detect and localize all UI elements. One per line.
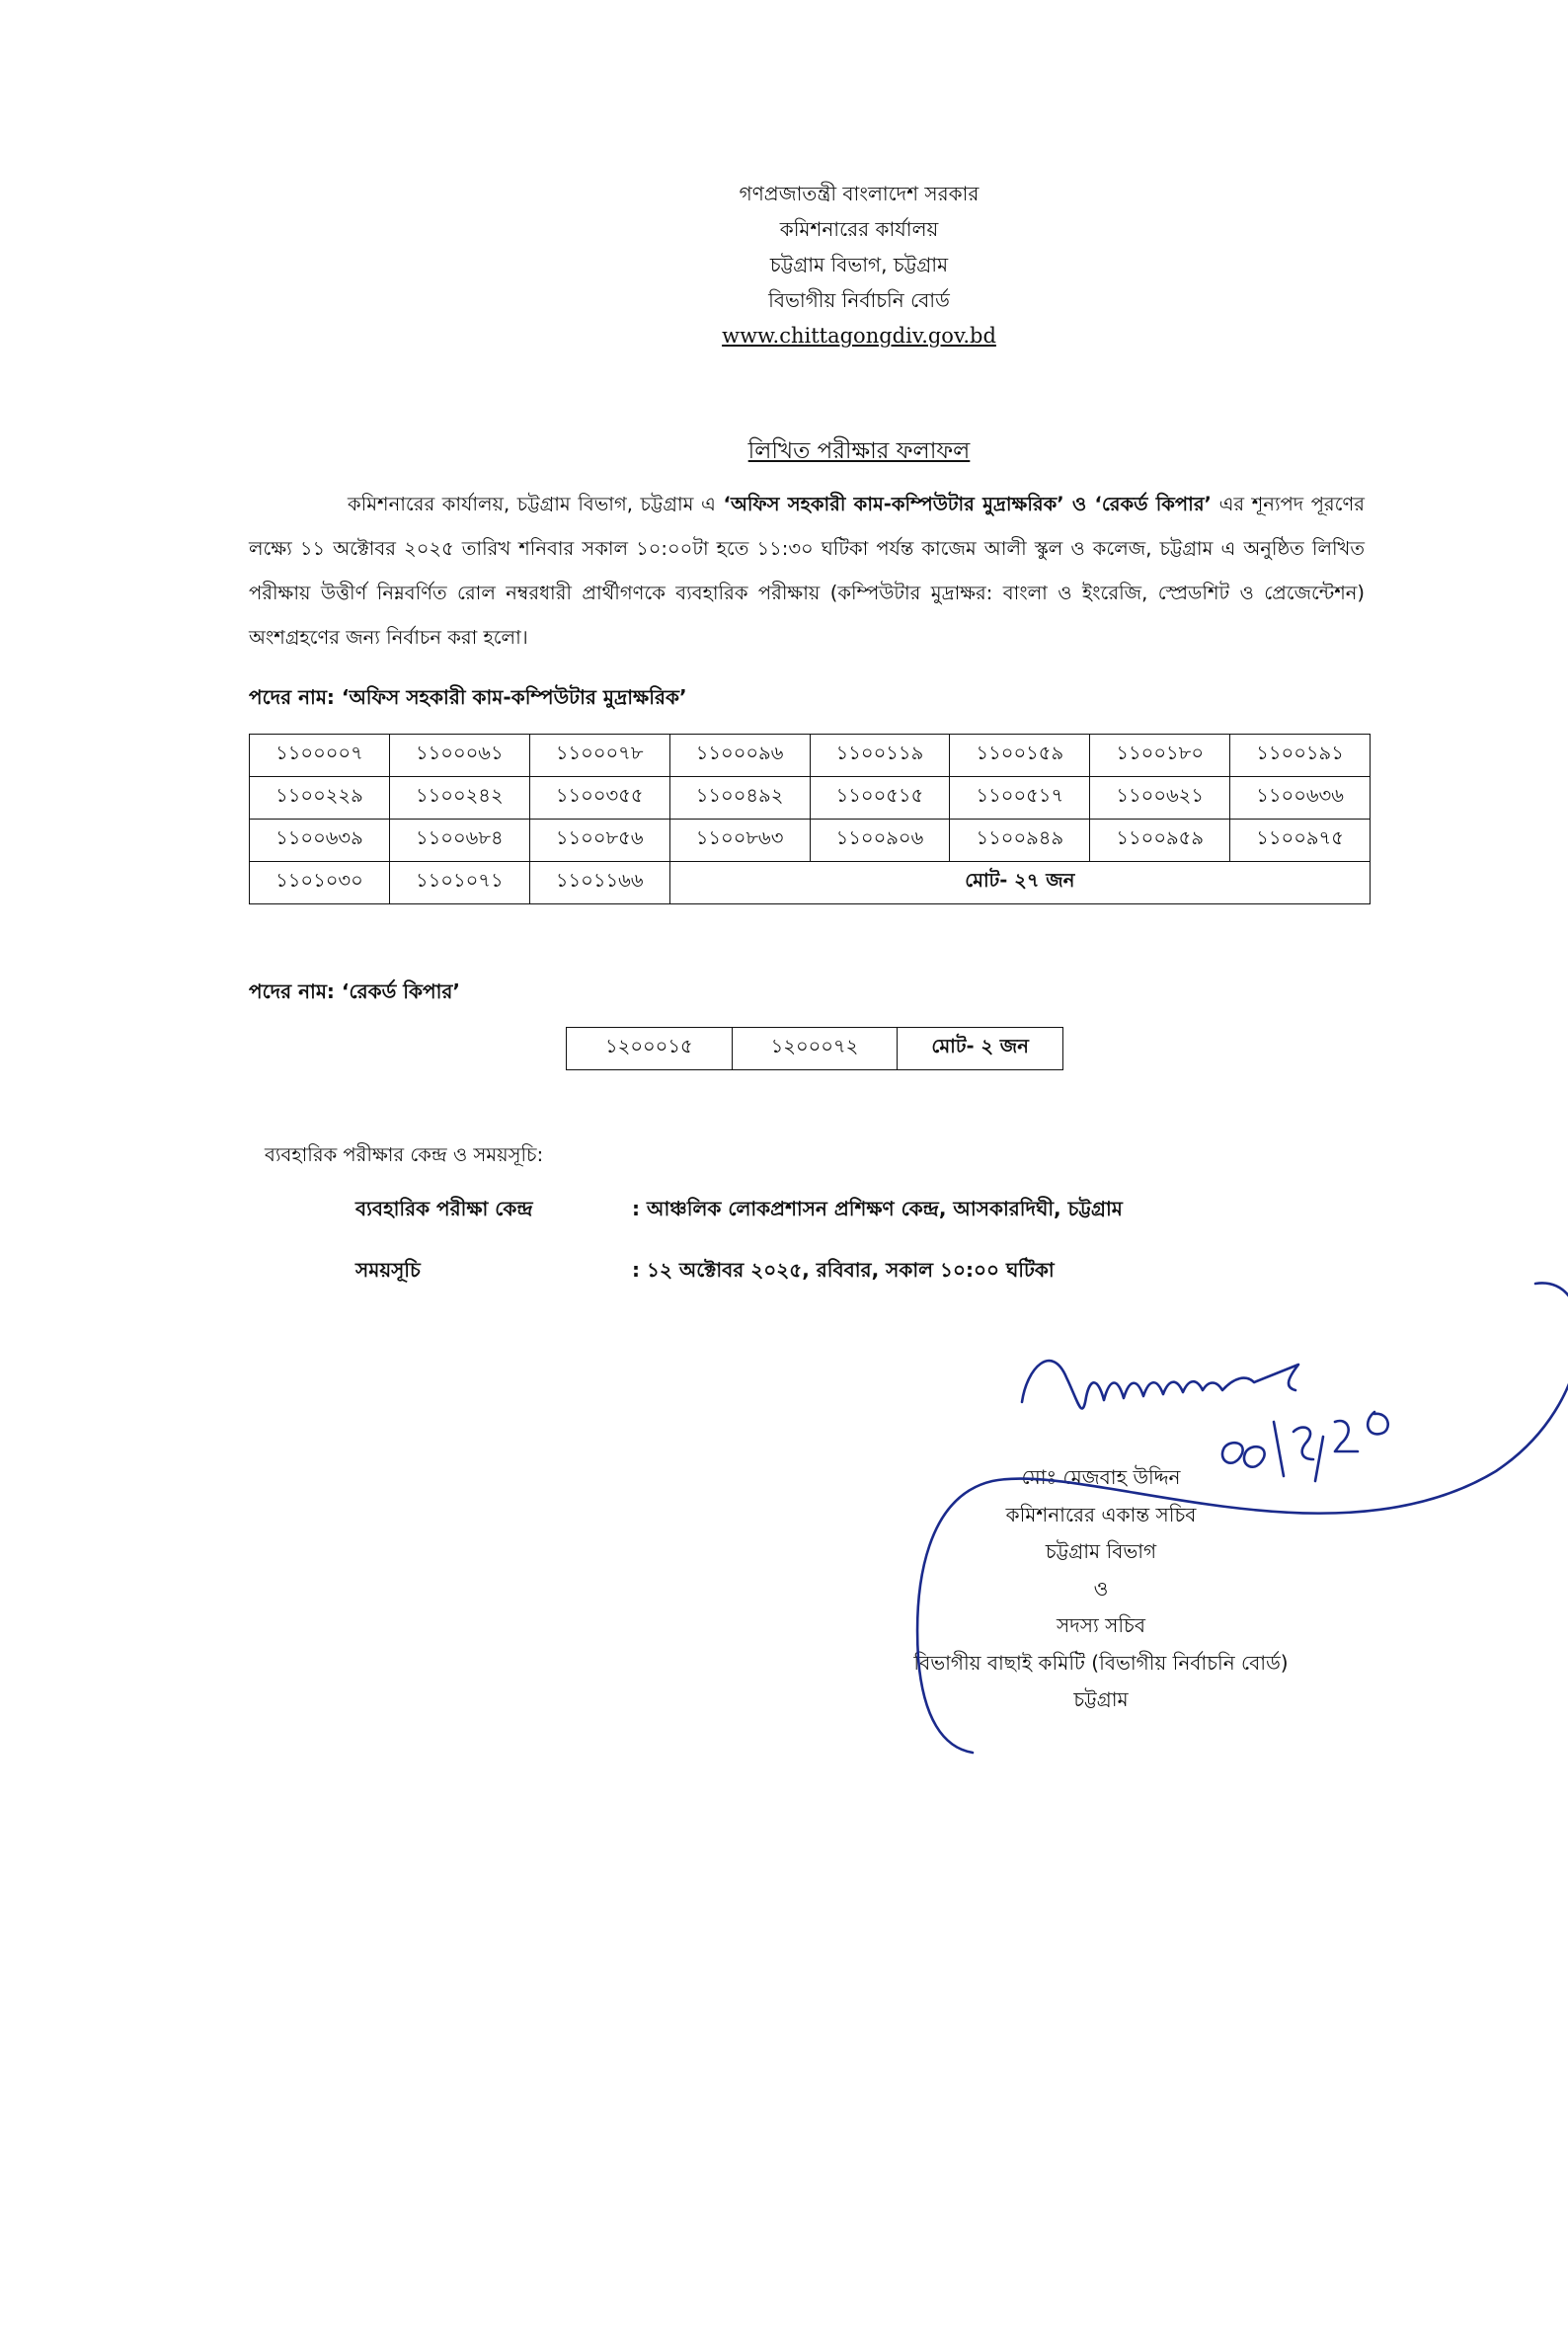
document-title: লিখিত পরীক্ষার ফলাফল xyxy=(747,438,971,464)
roll-cell: ১১০০৯৭৫ xyxy=(1230,820,1371,862)
center-label: ব্যবহারিক পরীক্ষা কেন্দ্র xyxy=(355,1197,533,1220)
table-row xyxy=(250,777,1371,820)
signatory-location: চট্টগ্রাম xyxy=(1073,1687,1129,1711)
division-name: চট্টগ্রাম বিভাগ, চট্টগ্রাম xyxy=(769,253,949,276)
signatory-title: কমিশনারের একান্ত সচিব xyxy=(1005,1502,1197,1526)
govt-name: গণপ্রজাতন্ত্রী বাংলাদেশ সরকার xyxy=(739,182,980,205)
intro-post-names: ‘অফিস সহকারী কাম-কম্পিউটার মুদ্রাক্ষরিক’ ও ‘রেকর্ড কিপার’ xyxy=(723,493,1212,515)
roll-cell: ১১০০৬৮৪ xyxy=(389,820,529,862)
roll-cell: ১১০০২২৯ xyxy=(250,777,390,820)
signatory-and: ও xyxy=(1093,1576,1109,1601)
roll-cell: ১১০০০৯৬ xyxy=(669,735,810,777)
post1-roll-table xyxy=(249,734,1371,904)
roll-cell: ১২০০০১৫ xyxy=(567,1028,733,1070)
post2-roll-table xyxy=(566,1027,1063,1070)
intro-paragraph xyxy=(249,482,1365,660)
roll-cell: ১১০০৬২১ xyxy=(1090,777,1230,820)
roll-cell: ১১০০৮৬৩ xyxy=(669,820,810,862)
post2-heading: পদের নাম: ‘রেকর্ড কিপার’ xyxy=(249,979,460,1003)
board-name: বিভাগীয় নির্বাচনি বোর্ড xyxy=(768,288,950,312)
roll-cell: ১১০০১৯১ xyxy=(1230,735,1371,777)
schedule-time-row xyxy=(355,1256,1055,1289)
roll-cell: ১১০০৯৪৯ xyxy=(950,820,1090,862)
website-link[interactable]: www.chittagongdiv.gov.bd xyxy=(722,324,996,348)
roll-cell: ১১০০৬৩৬ xyxy=(1230,777,1371,820)
signatory-block xyxy=(820,1459,1382,1719)
signatory-division: চট্টগ্রাম বিভাগ xyxy=(1045,1539,1157,1563)
roll-cell: ১১০০২৪২ xyxy=(389,777,529,820)
signatory-name: মোঃ মেজবাহ উদ্দিন xyxy=(1021,1465,1181,1489)
roll-cell: ১১০০০০৭ xyxy=(250,735,390,777)
post2-total: মোট- ২ জন xyxy=(898,1028,1063,1070)
roll-cell: ১১০০১৫৯ xyxy=(950,735,1090,777)
roll-cell: ১১০১১৬৬ xyxy=(529,862,669,904)
roll-cell: ১২০০০৭২ xyxy=(732,1028,898,1070)
table-row xyxy=(567,1028,1063,1070)
roll-cell: ১১০০১১৯ xyxy=(810,735,950,777)
signatory-committee: বিভাগীয় বাছাই কমিটি (বিভাগীয় নির্বাচনি বোর্ড) xyxy=(913,1650,1289,1675)
post1-total: মোট- ২৭ জন xyxy=(669,862,1370,904)
roll-cell: ১১০০১৮০ xyxy=(1090,735,1230,777)
signature-scribble xyxy=(1022,1361,1298,1408)
roll-cell: ১১০০০৭৮ xyxy=(529,735,669,777)
table-row xyxy=(250,735,1371,777)
intro-part2: এর শূন্যপদ পূরণের লক্ষ্যে ১১ অক্টোবর ২০২৫ তারিখ শনিবার সকাল ১০:০০টা হতে ১১:৩০ ঘটিকা পর্যন্ত কাজেম আলী স্কুল ও কলেজ, চট্টগ্রাম এ অনুষ্ঠিত লিখিত পরীক্ষায় উত্তীর্ণ নিম্নবর্ণিত রোল নম্বরধারী প্রার্থীগণকে ব্যবহারিক পরীক্ষায় (কম্পিউটার মুদ্রাক্ষর: বাংলা ও ইংরেজি, স্প্রেডশিট ও প্রেজেন্টেশন) অংশগ্রহণের জন্য নির্বাচন করা হলো। xyxy=(249,493,1366,649)
signatory-member-secretary: সদস্য সচিব xyxy=(1057,1613,1145,1637)
roll-cell: ১১০১০৩০ xyxy=(250,862,390,904)
office-name: কমিশনারের কার্যালয় xyxy=(779,217,939,241)
roll-cell: ১১০০৫১৭ xyxy=(950,777,1090,820)
roll-cell: ১১০০৯০৬ xyxy=(810,820,950,862)
roll-cell: ১১০০৩৫৫ xyxy=(529,777,669,820)
intro-part1: কমিশনারের কার্যালয়, চট্টগ্রাম বিভাগ, চট্টগ্রাম এ xyxy=(348,493,716,515)
roll-cell: ১১০০৪৯২ xyxy=(669,777,810,820)
schedule-center-row xyxy=(355,1195,1123,1227)
roll-cell: ১১০০৬৩৯ xyxy=(250,820,390,862)
roll-cell: ১১০০৫১৫ xyxy=(810,777,950,820)
roll-cell: ১১০০৮৫৬ xyxy=(529,820,669,862)
letterhead xyxy=(553,176,1165,353)
time-value: : ১২ অক্টোবর ২০২৫, রবিবার, সকাল ১০:০০ ঘটিকা xyxy=(632,1258,1055,1282)
table-row xyxy=(250,820,1371,862)
roll-cell: ১১০১০৭১ xyxy=(389,862,529,904)
roll-cell: ১১০০০৬১ xyxy=(389,735,529,777)
schedule-heading: ব্যবহারিক পরীক্ষার কেন্দ্র ও সময়সূচি: xyxy=(265,1143,544,1166)
time-label: সময়সূচি xyxy=(355,1258,421,1282)
post1-heading: পদের নাম: ‘অফিস সহকারী কাম-কম্পিউটার মুদ্রাক্ষরিক’ xyxy=(249,685,687,709)
roll-cell: ১১০০৯৫৯ xyxy=(1090,820,1230,862)
table-row xyxy=(250,862,1371,904)
center-value: : আঞ্চলিক লোকপ্রশাসন প্রশিক্ষণ কেন্দ্র, আসকারদিঘী, চট্টগ্রাম xyxy=(632,1197,1123,1220)
